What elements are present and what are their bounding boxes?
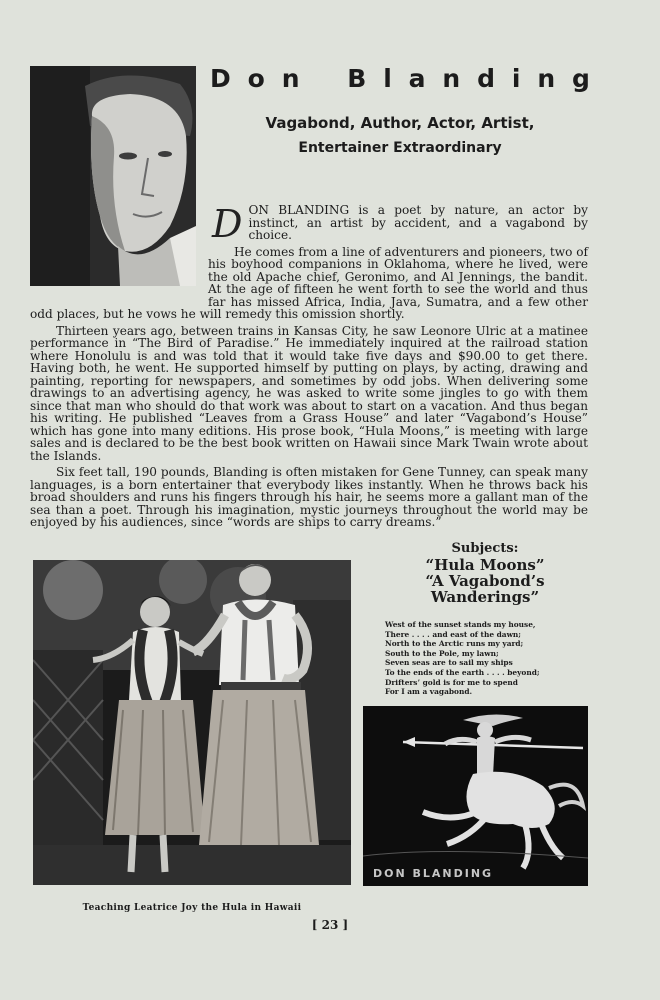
tagline-primary: Vagabond, Author, Actor, Artist, — [265, 114, 535, 132]
name-letter: g — [572, 63, 590, 93]
photo-caption: Teaching Leatrice Joy the Hula in Hawaii — [82, 903, 302, 913]
bio-paragraph: He comes from a line of adventurers and pioneers, two of his boyhood companions in Oklahoma, where he lived, were the old Apache chief, Geronimo, and Al Jennings, the bandit. At the age of fifteen he went forth to see the world and thus far has missed Africa, India, Java, Sumatra, and a few other odd places, but he vows he will remedy this omission shortly. — [30, 244, 588, 321]
poem-line: Seven seas are to sail my ships — [385, 658, 513, 668]
name-letter: o — [247, 63, 265, 93]
subject-title: “A Vagabond’s — [425, 572, 545, 590]
name-letter: i — [511, 63, 521, 93]
centaur-illustration — [363, 706, 588, 886]
poem-line: To the ends of the earth . . . . beyond; — [385, 667, 540, 677]
subject-title: “Hula Moons” — [425, 556, 545, 574]
subject-title: Wanderings” — [430, 588, 540, 606]
poem-line: West of the sunset stands my house, — [385, 620, 536, 629]
name-letter: n — [442, 63, 461, 93]
poem-line: There . . . . and east of the dawn; — [385, 629, 522, 639]
centaur-signature: DON BLANDING — [373, 867, 494, 880]
hula-photo — [33, 560, 351, 885]
drop-cap: D — [212, 202, 243, 246]
poem-line: North to the Arctic runs my yard; — [385, 639, 524, 649]
poem-line: South to the Pole, my lawn; — [385, 648, 499, 658]
name-letter: B — [347, 63, 367, 93]
bio-paragraph-text: ON BLANDING is a poet by nature, an actor by instinct, an artist by accident, and a vagabond by choice. — [248, 203, 588, 242]
name-letter: a — [408, 63, 426, 93]
tagline-secondary: Entertainer Extraordinary — [298, 140, 502, 156]
bio-paragraph: Thirteen years ago, between trains in Kansas City, he saw Leonore Ulric at a matinee performance in “The Bird of Paradise.” He immediately inquired at the railroad station where Honolulu is and was told that it would take five days and $90.00 to get there. Having both, he went. He supported himself by putting on plays, by acting, drawing and painting, reporting for newspapers, and sometimes by odd jobs. When delivering some drawings to an advertising agency, he was asked to write some jingles to go with them since that man who should do that work was about to start on a vacation. And thus began his writing. He published “Leaves from a Grass House” and later “Vagabond’s House” which has gone into many editions. His prose book, “Hula Moons,” is meeting with large sales and is declared to be the best book written on Hawaii since Mark Twain wrote about the Islands. — [30, 323, 588, 463]
name-letter: n — [537, 63, 556, 93]
biography-text — [30, 204, 588, 529]
name-letter: n — [281, 63, 300, 93]
name-letter: l — [383, 63, 392, 93]
poem — [385, 620, 590, 697]
subjects-heading: Subjects: — [451, 541, 519, 556]
poem-line: Drifters’ gold is for me to spend — [385, 677, 518, 687]
poem-line: For I am a vagabond. — [385, 687, 473, 697]
bio-paragraph: Six feet tall, 190 pounds, Blanding is often mistaken for Gene Tunney, can speak many languages, is a born entertainer that everybody likes instantly. When he throws back his broad shoulders and runs his fingers through his hair, he seems more a gallant man of the sea than a poet. Through his imagination, mystic journeys throughout the world may be enjoyed by his audiences, since “words are ships to carry dreams.” — [30, 465, 588, 529]
name-letter: d — [477, 63, 495, 93]
name-letter: D — [210, 63, 231, 93]
author-name — [210, 60, 590, 96]
page-number: [ 23 ] — [311, 918, 349, 932]
portrait-wrap-spacer — [30, 204, 208, 302]
